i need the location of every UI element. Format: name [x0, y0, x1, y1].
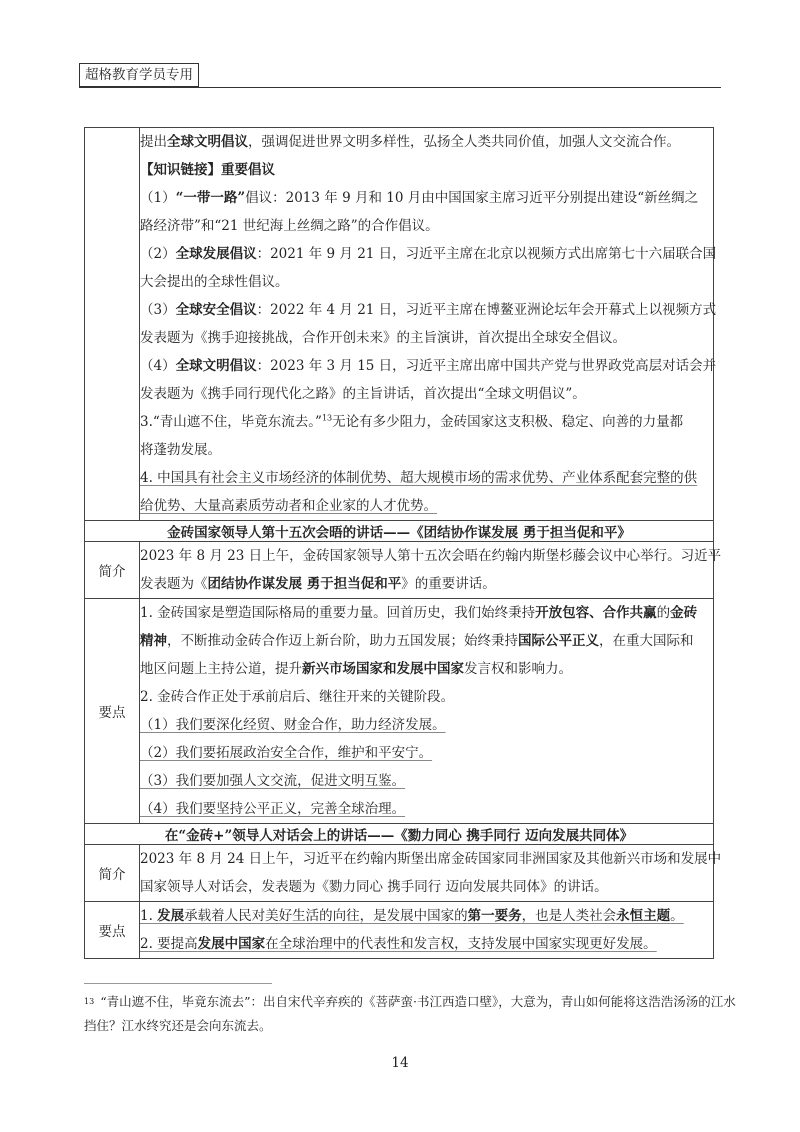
text-run: 的 — [656, 605, 671, 621]
empty-label-cell — [85, 128, 140, 521]
text-run: ，强调促进世界文明多样性，弘扬全人类共同价值，加强人文交流合作。 — [248, 134, 680, 150]
text-run: 1. — [140, 908, 158, 924]
text-run: 。 — [670, 908, 684, 924]
text-run: （3） — [140, 302, 176, 318]
section2-points-label: 要点 — [85, 902, 140, 959]
text-run: 发表题为《携手迎接挑战，合作开创未来》的主旨演讲，首次提出全球安全倡议。 — [140, 330, 626, 346]
text-run: 2023 年 8 月 24 日上午，习近平在约翰内斯堡出席金砖国家同非洲国家及其他新兴市场和发展中 — [140, 851, 722, 867]
text-run: （2） — [140, 246, 176, 262]
footnote — [84, 990, 736, 1038]
text-run: 金砖 — [670, 605, 698, 621]
text-run: 团结协作谋发展 勇于担当促和平 — [207, 576, 402, 592]
text-run: 永恒主题 — [616, 908, 671, 924]
text-line — [140, 767, 713, 795]
text-line — [140, 212, 713, 240]
text-line — [140, 436, 713, 464]
section1-intro-label: 简介 — [85, 542, 140, 599]
text-run: 倡议：2013 年 9 月和 10 月由中国国家主席习近平分别提出建设“新丝绸之 — [245, 190, 699, 206]
section2-points-content — [140, 902, 714, 959]
section1-title: 金砖国家领导人第十五次会晤的讲话——《团结协作谋发展 勇于担当促和平》 — [85, 521, 714, 542]
section1-intro-row — [85, 542, 714, 599]
text-run: 给优势、大量高素质劳动者和企业家的人才优势。 — [140, 498, 437, 514]
text-line — [140, 873, 713, 901]
section2-points-lines — [140, 902, 713, 958]
text-run: 将蓬勃发展。 — [140, 442, 221, 458]
text-run: 新兴市场国家和发展中国家 — [302, 661, 464, 677]
text-line — [140, 184, 713, 212]
text-run: 承载着人民对美好生活的向往，是发展中国家的 — [184, 908, 468, 924]
text-run: 3.“青山遮不住，毕竟东流去。” — [140, 414, 322, 430]
text-run: 发言权和影响力。 — [464, 661, 572, 677]
text-run: 国际公平正义 — [518, 633, 599, 649]
text-line — [140, 352, 717, 380]
text-run: ，在重大国际和 — [599, 633, 694, 649]
section1-intro-content — [140, 542, 722, 599]
text-line — [140, 380, 713, 408]
footnote-ref: 13 — [321, 413, 333, 423]
text-run: 发展 — [157, 908, 185, 924]
text-run: 精神 — [140, 633, 167, 649]
text-run: （4）我们要坚持公平正义，完善全球治理。 — [140, 801, 406, 817]
text-line — [140, 268, 713, 296]
section2-title-row — [85, 824, 714, 845]
text-run: 第一要务 — [467, 908, 522, 924]
text-line — [140, 408, 713, 436]
text-run: 全球发展倡议 — [175, 246, 257, 262]
text-run: 大会提出的全球性倡议。 — [140, 274, 289, 290]
text-run: 2. 金砖合作正处于承前启后、继往开来的关键阶段。 — [140, 689, 455, 705]
text-run: 地区问题上主持公道，提升 — [140, 661, 302, 677]
text-line — [140, 902, 713, 930]
text-run: 全球文明倡议 — [175, 358, 257, 374]
text-line — [140, 296, 717, 324]
text-run: （3）我们要加强人文交流，促进文明互鉴。 — [140, 773, 406, 789]
text-run: 1. 金砖国家是塑造国际格局的重要力量。回首历史，我们始终秉持 — [140, 605, 536, 621]
text-line — [140, 464, 713, 492]
text-line — [140, 930, 713, 958]
section1-title-row — [85, 521, 714, 542]
text-run: 无论有多少阻力，金砖国家这支积极、稳定、向善的力量都 — [332, 414, 684, 430]
section1-points-lines — [140, 599, 713, 823]
section2-title: 在“金砖+”领导人对话会上的讲话——《勠力同心 携手同行 迈向发展共同体》 — [85, 824, 714, 845]
section1-points-row — [85, 599, 714, 824]
text-run: 国家领导人对话会，发表题为《勠力同心 携手同行 迈向发展共同体》的讲话。 — [140, 879, 608, 895]
intro-row — [85, 128, 714, 521]
text-run: 2023 年 8 月 23 日上午，金砖国家领导人第十五次会晤在约翰内斯堡杉藤会议中心举行。习近平 — [140, 548, 722, 564]
text-line — [140, 156, 713, 184]
footnote-line — [84, 990, 736, 1014]
footnote-rule — [84, 983, 272, 984]
section2-intro-row — [85, 845, 714, 902]
footnote-mark: 13 — [84, 997, 95, 1006]
text-run: 开放包容、合作共赢 — [535, 605, 657, 621]
header-label: 超格教育学员专用 — [79, 63, 199, 87]
text-run: ：2022 年 4 月 21 日，习近平主席在博鳌亚洲论坛年会开幕式上以视频方式 — [256, 302, 717, 318]
header-rule — [79, 87, 721, 88]
text-run: （4） — [140, 358, 176, 374]
text-run: 发表题为《 — [140, 576, 208, 592]
intro-content — [140, 128, 717, 521]
text-run: 》的重要讲话。 — [401, 576, 496, 592]
text-run: 提出 — [140, 134, 167, 150]
text-line — [140, 599, 713, 627]
text-line — [140, 324, 713, 352]
section2-intro-label: 简介 — [85, 845, 140, 902]
text-line — [140, 655, 713, 683]
section1-points-label: 要点 — [85, 599, 140, 824]
footnote-line: 挡住？江水终究还是会向东流去。 — [84, 1018, 272, 1033]
text-line — [140, 683, 713, 711]
text-run: 4. 中国具有社会主义市场经济的体制优势、超大规模市场的需求优势、产业体系配套完整的供 — [140, 470, 698, 486]
page-number: 14 — [391, 1055, 409, 1071]
text-run: 2. 要提高 — [140, 936, 198, 952]
text-run: 在全球治理中的代表性和发言权，支持发展中国家实现更好发展。 — [265, 936, 657, 952]
text-line — [140, 570, 713, 598]
text-run: （1） — [140, 190, 176, 206]
text-run: （2）我们要拓展政治安全合作，维护和平安宁。 — [140, 745, 433, 761]
text-run: ：2021 年 9 月 21 日，习近平主席在北京以视频方式出席第七十六届联合国 — [256, 246, 717, 262]
section1-points-content — [140, 599, 714, 824]
section2-intro-content — [140, 845, 722, 902]
text-run: 【知识链接】重要倡议 — [140, 162, 275, 178]
section2-points-row — [85, 902, 714, 959]
footnote-text: “青山遮不住，毕竟东流去”：出自宋代辛弃疾的《菩萨蛮·书江西造口壁》，大意为，青山如何能将这浩浩汤汤的江水 — [100, 994, 736, 1009]
text-run: （1）我们要深化经贸、财金合作，助力经济发展。 — [140, 717, 446, 733]
text-line — [140, 739, 713, 767]
text-line — [140, 128, 713, 156]
text-run: ，不断推动金砖合作迈上新台阶，助力五国发展；始终秉持 — [167, 633, 518, 649]
text-line — [140, 711, 713, 739]
text-line — [140, 795, 713, 823]
text-line — [140, 492, 713, 520]
content-table — [84, 127, 722, 959]
text-run: 路经济带”和“21 世纪海上丝绸之路”的合作倡议。 — [140, 218, 439, 234]
text-run: “一带一路” — [175, 190, 246, 206]
text-line — [140, 845, 722, 873]
text-run: 全球文明倡议 — [167, 134, 248, 150]
text-line — [140, 627, 713, 655]
intro-lines — [140, 128, 717, 520]
section2-intro-lines — [140, 845, 722, 901]
text-run: 全球安全倡议 — [175, 302, 257, 318]
text-run: ，也是人类社会 — [521, 908, 617, 924]
text-run: 发表题为《携手同行现代化之路》的主旨讲话，首次提出“全球文明倡议”。 — [140, 386, 586, 402]
text-run: ：2023 年 3 月 15 日，习近平主席出席中国共产党与世界政党高层对话会并 — [256, 358, 717, 374]
text-line — [140, 240, 717, 268]
section1-intro-lines — [140, 542, 722, 598]
text-run: 发展中国家 — [197, 936, 266, 952]
text-line — [140, 542, 722, 570]
